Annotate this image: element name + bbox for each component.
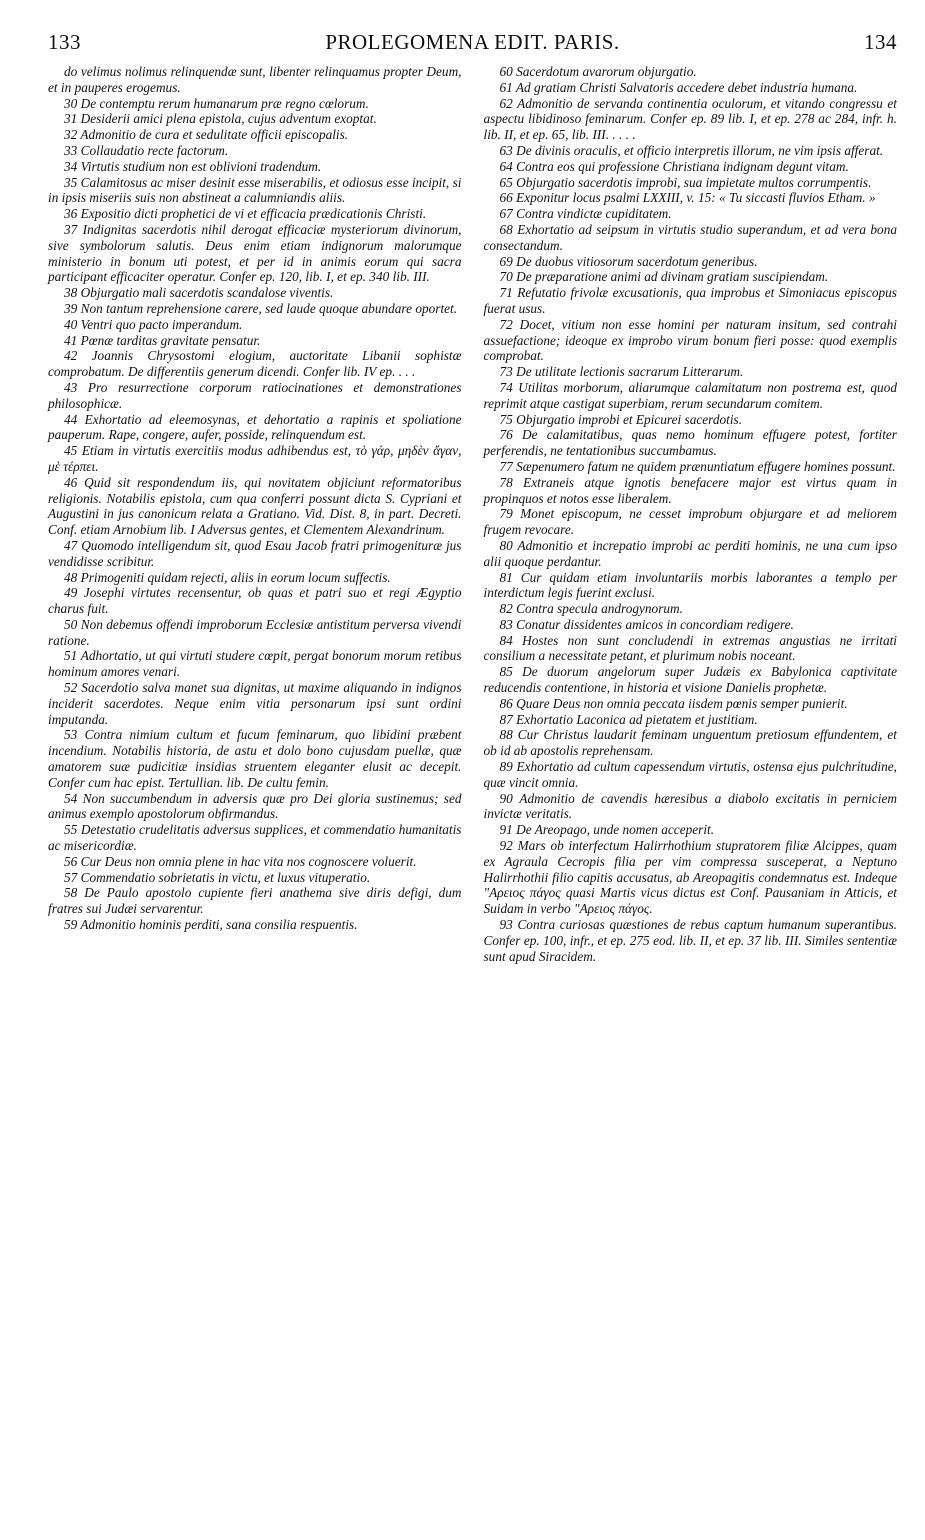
index-entry: 68 Exhortatio ad seipsum in virtutis studio superandum, et ad vera bona consectandum. — [483, 221, 897, 253]
index-entry: 72 Docet, vitium non esse homini per naturam insitum, sed contrahi assuefactione; ideoque ex improbo virum bonum fieri posse: quod exemplis comprobat. — [483, 316, 897, 364]
index-entry: do velimus nolimus relinquendæ sunt, libenter relinquamus propter Deum, et in pauperes erogemus. — [48, 64, 462, 95]
index-entry: 89 Exhortatio ad cultum capessendum virtutis, ostensa ejus pulchritudine, quæ vincit omnia. — [483, 759, 897, 790]
index-entry: 92 Mars ob interfectum Halirrhothium stupratorem filiæ Alcippes, quam ex Agraula Cecropis filia per vim compressa susceperat, a Neptuno Halirrhothii filio capitis accusatus, ab Areopagitis condemnatus est. Indeque "Αρειος πάγος quasi Martis vicus dictus est Conf. Pausaniam in Atticis, et Suidam in verbo "Αρειος πάγος. — [483, 838, 897, 917]
index-entry: 76 De calamitatibus, quas nemo hominum effugere potest, fortiter perferendis, ne tentationibus succumbamus. — [483, 427, 897, 459]
index-entry: 45 Etiam in virtutis exercitiis modus adhibendus est, τὸ γάρ, μηδὲν ἄγαν, μὲ τέρπει. — [48, 443, 462, 474]
index-entry: 84 Hostes non sunt concludendi in extremas angustias ne irritati consilium a necessitate petant, et plurimum nobis noceant. — [483, 632, 897, 664]
index-entry: 63 De divinis oraculis, et officio interpretis illorum, ne vim ipsis afferat. — [499, 142, 884, 158]
index-entry: 93 Contra curiosas quæstiones de rebus captum humanum superantibus. Confer ep. 100, infr., et ep. 275 eod. lib. II, et ep. 37 lib. III. Similes sententiæ sunt apud Siracidem. — [483, 917, 897, 964]
index-entry: 74 Utilitas morborum, aliarumque calamitatum non postrema est, quod reprimit atque castigat superbiam, rerum secundarum comitem. — [483, 379, 897, 411]
index-entry: 48 Primogeniti quidam rejecti, aliis in eorum locum suffectis. — [64, 569, 391, 585]
index-entry: 69 De duobus vitiosorum sacerdotum generibus. — [499, 253, 758, 269]
index-entry: 70 De præparatione animi ad divinam gratiam suscipiendam. — [499, 269, 829, 285]
index-entry: 67 Contra vindictæ cupiditatem. — [499, 206, 672, 222]
index-entry: 52 Sacerdotio salva manet sua dignitas, ut maxime aliquando in indignos inciderit sacerdotes. Neque enim vitia personarum ipsi sunt ordini imputanda. — [48, 680, 462, 727]
index-entry: 66 Exponitur locus psalmi LXXIII, v. 15: « Tu siccasti fluvios Etham. » — [499, 190, 876, 206]
index-entry: 90 Admonitio de cavendis hæresibus a diabolo excitatis in perniciem invictæ veritatis. — [483, 790, 897, 822]
index-entry: 39 Non tantum reprehensione carere, sed laude quoque abundare oportet. — [64, 300, 458, 316]
index-entry: 80 Admonitio et increpatio improbi ac perditi hominis, ne una cum ipso alii quoque perdantur. — [483, 537, 897, 569]
index-entry: 31 Desiderii amici plena epistola, cujus adventum exoptat. — [64, 111, 377, 127]
index-entry: 50 Non debemus offendi improborum Ecclesiæ antistitum perversa vivendi ratione. — [48, 616, 462, 648]
index-entry: 91 De Areopago, unde nomen acceperit. — [499, 822, 715, 838]
right-column — [484, 64, 898, 964]
index-entry: 41 Pœnæ tarditas gravitate pensatur. — [64, 332, 261, 348]
index-entry: 65 Objurgatio sacerdotis improbi, sua impietate multos corrumpentis. — [499, 174, 872, 190]
index-entry: 71 Refutatio frivolæ excusationis, qua improbus et Simoniacus episcopus fuerat usus. — [483, 285, 897, 316]
index-entry: 88 Cur Christus laudarit feminam unguentum pretiosum effundentem, et ob id ab apostolis reprehensam. — [483, 727, 897, 759]
page-number-right: 134 — [864, 30, 897, 54]
index-entry: 87 Exhortatio Laconica ad pietatem et justitiam. — [499, 711, 758, 727]
index-entry: 78 Extraneis atque ignotis benefacere major est virtus quam in propinquos et notos esse liberalem. — [483, 474, 897, 506]
index-entry: 33 Collaudatio recte factorum. — [64, 142, 229, 158]
index-entry: 58 De Paulo apostolo cupiente fieri anathema sive diris defigi, dum fratres sui Judæi servarentur. — [48, 885, 462, 917]
index-entry: 40 Ventri quo pacto imperandum. — [64, 316, 243, 332]
running-head — [48, 30, 897, 58]
index-entry: 53 Contra nimium cultum et fucum feminarum, quo libidini præbent incendium. Notabilis historia, de astu et dolo bono cujusdam puellæ, quæ amatorem suæ pudicitiæ insidias struentem eleganter elusit ac decepit. Confer cum hac epist. Tertullian. lib. De cultu femin. — [48, 727, 462, 790]
index-entry: 82 Contra specula androgynorum. — [499, 601, 683, 617]
index-entry: 42 Joannis Chrysostomi elogium, auctoritate Libanii sophistæ comprobatum. De differentiis generum dicendi. Confer lib. IV ep. . . . — [48, 348, 462, 380]
running-title: PROLEGOMENA EDIT. PARIS. — [325, 30, 620, 54]
index-entry: 60 Sacerdotum avarorum objurgatio. — [499, 64, 697, 79]
index-entry: 56 Cur Deus non omnia plene in hac vita nos cognoscere voluerit. — [64, 853, 417, 869]
index-entry: 44 Exhortatio ad eleemosynas, et dehortatio a rapinis et spoliatione pauperum. Rape, congere, aufer, posside, relinquendum est. — [48, 411, 462, 443]
index-entry: 85 De duorum angelorum super Judæis ex Babylonica captivitate reducendis contentione, in historia et visione Danielis prophetæ. — [483, 664, 897, 696]
index-entry: 57 Commendatio sobrietatis in victu, et luxus vituperatio. — [64, 869, 371, 885]
index-entry: 32 Admonitio de cura et sedulitate officii episcopalis. — [64, 127, 349, 143]
index-entry: 73 De utilitate lectionis sacrarum Litterarum. — [499, 364, 744, 380]
index-entry: 81 Cur quidam etiam involuntariis morbis laborantes a templo per interdictum legis fuerint exclusi. — [483, 569, 897, 601]
index-entry: 61 Ad gratiam Christi Salvatoris accedere debet industria humana. — [499, 79, 858, 95]
index-entry: 47 Quomodo intelligendum sit, quod Esau Jacob fratri primogenituræ jus vendidisse scribitur. — [48, 537, 462, 569]
index-entry: 77 Sæpenumero fatum ne quidem prænuntiatum effugere homines possunt. — [499, 458, 896, 474]
index-entry: 34 Virtutis studium non est oblivioni tradendum. — [64, 158, 322, 174]
index-entry: 36 Expositio dicti prophetici de vi et efficacia prædicationis Christi. — [64, 206, 427, 222]
index-entry: 83 Conatur dissidentes amicos in concordiam redigere. — [499, 616, 794, 632]
index-entry: 38 Objurgatio mali sacerdotis scandalose viventis. — [64, 285, 334, 301]
page-number-left: 133 — [48, 30, 81, 54]
index-entry: 51 Adhortatio, ut qui virtuti studere cœpit, pergat bonorum morum retibus hominum amores venari. — [48, 648, 462, 680]
index-entry: 62 Admonitio de servanda continentia oculorum, et vitando congressu et aspectu libidinoso feminarum. Confer ep. 89 lib. I, et ep. 278 ac 284, infr. h. lib. II, et ep. 65, lib. III. . . . . — [483, 95, 897, 143]
index-entry: 46 Quid sit respondendum iis, qui novitatem objiciunt reformatoribus religionis. Notabilis epistola, cum qua conferri possunt dicta S. Cypriani et Augustini in jus canonicum relata a Gratiano. Vid. Dist. 8, in part. Decreti. Conf. etiam Arnobium lib. I Adversus gentes, et Clementem Alexandrinum. — [48, 474, 462, 538]
index-entry: 30 De contemptu rerum humanarum præ regno cœlorum. — [64, 95, 369, 111]
index-entry: 35 Calamitosus ac miser desinit esse miserabilis, et odiosus esse incipit, si in ipsis miseriis suis non abstineat a calumniandis aliis. — [48, 174, 462, 206]
index-entry: 79 Monet episcopum, ne cesset improbum objurgare et ad meliorem frugem revocare. — [483, 506, 897, 538]
left-column — [48, 64, 462, 964]
two-column-body — [48, 64, 897, 964]
index-entry: 64 Contra eos qui professione Christiana indignam degunt vitam. — [499, 158, 849, 174]
index-entry: 54 Non succumbendum in adversis quæ pro Dei gloria sustinemus; sed animus exemplo apostolorum obfirmandus. — [48, 790, 462, 822]
index-entry: 59 Admonitio hominis perditi, sana consilia respuentis. — [64, 917, 358, 933]
index-entry: 49 Josephi virtutes recensentur, ob quas et patri suo et regi Ægyptio charus fuit. — [48, 585, 462, 617]
index-entry: 43 Pro resurrectione corporum ratiocinationes et demonstrationes philosophicæ. — [48, 379, 462, 411]
index-entry: 55 Detestatio crudelitatis adversus supplices, et commendatio humanitatis ac misericordiæ. — [48, 822, 462, 854]
index-entry: 86 Quare Deus non omnia peccata iisdem pœnis semper punierit. — [499, 695, 848, 711]
index-entry: 37 Indignitas sacerdotis nihil derogat efficaciæ mysteriorum divinorum, sive symbolorum salutis. Deus enim etiam indignorum malorumque ministerio in bonum uti potest, et per id in animis eorum qui sacra participant efficaciter operatur. Confer ep. 120, lib. I, et ep. 340 lib. III. — [48, 221, 462, 285]
index-entry: 75 Objurgatio improbi et Epicurei sacerdotis. — [499, 411, 743, 427]
